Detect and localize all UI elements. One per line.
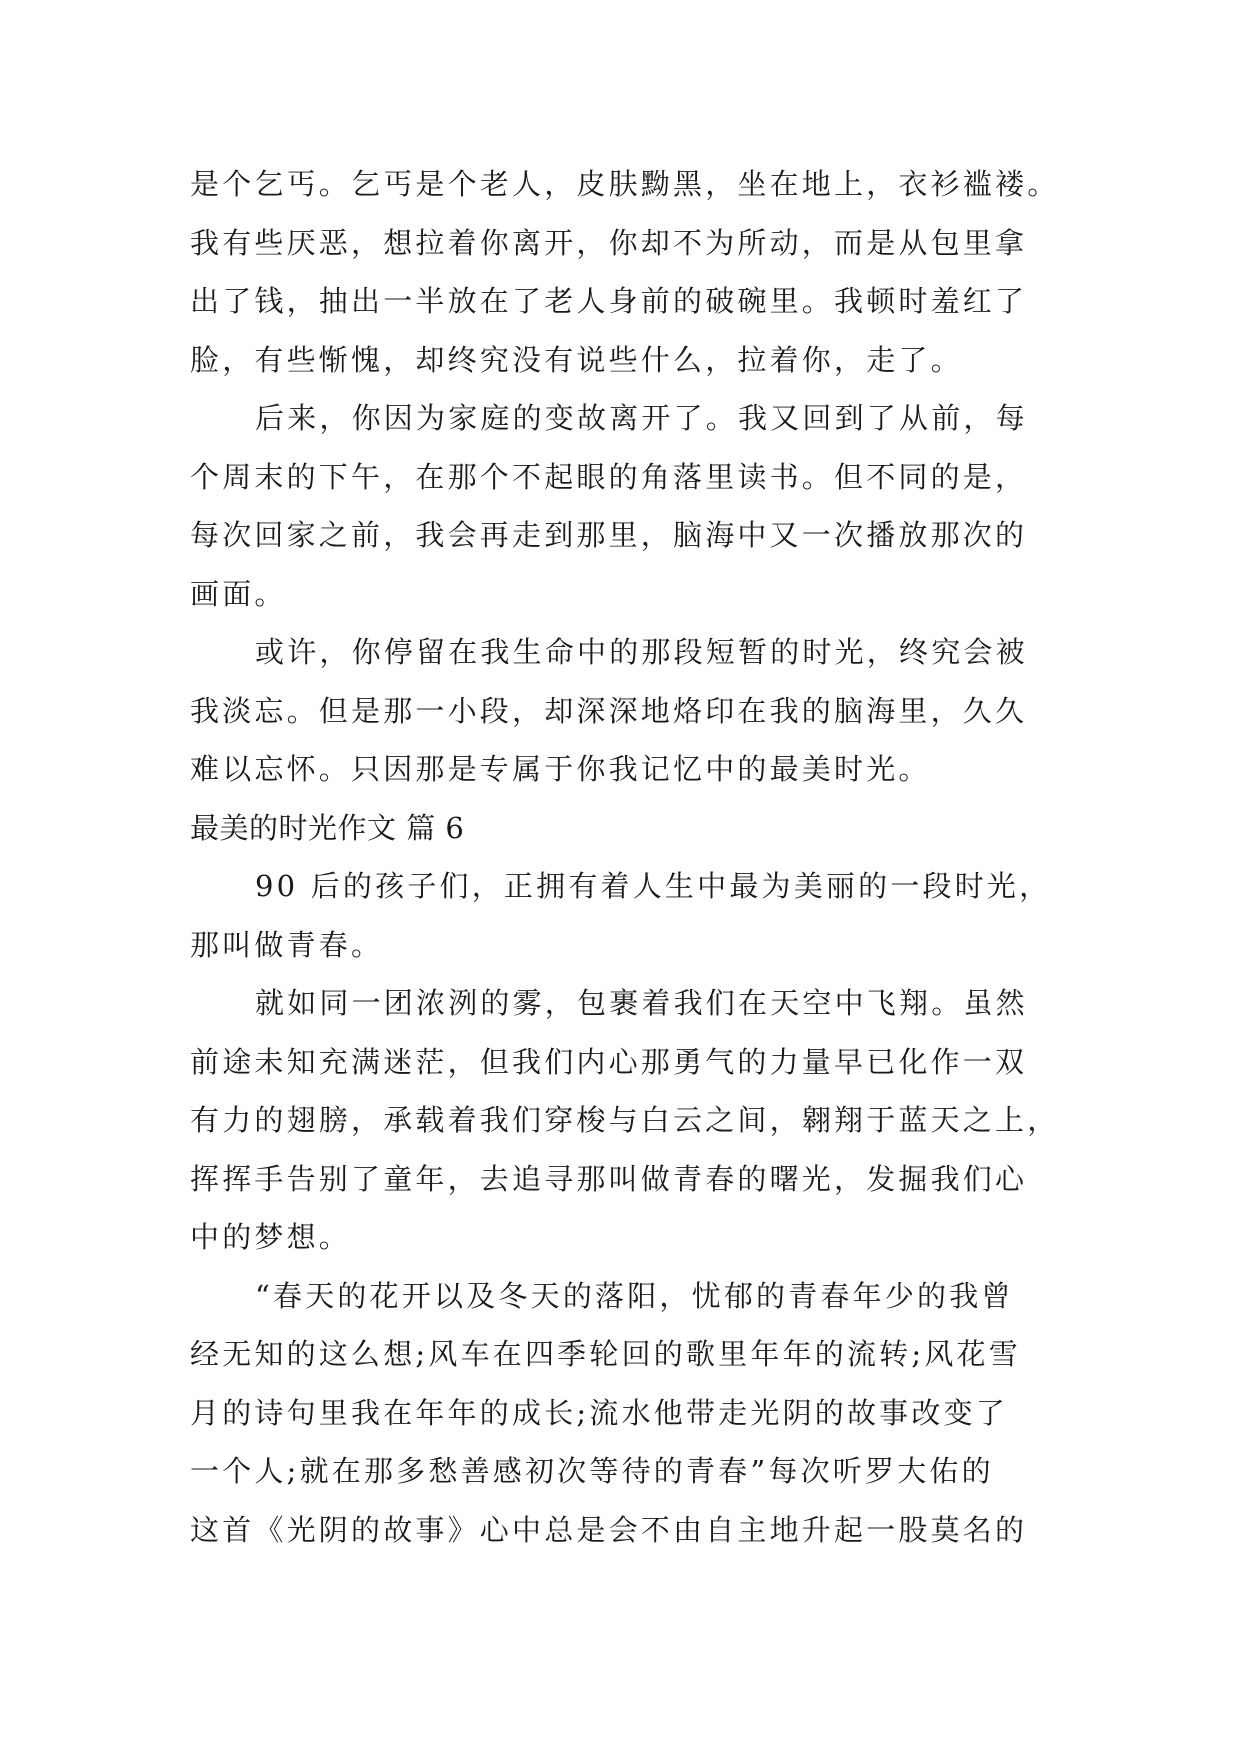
text-line: 我淡忘。但是那一小段，却深深地烙印在我的脑海里，久久 bbox=[190, 693, 1028, 728]
text-line: 后来，你因为家庭的变故离开了。我又回到了从前，每 bbox=[255, 401, 1028, 435]
text-line: 画面。 bbox=[190, 576, 287, 611]
paragraph bbox=[190, 857, 1050, 974]
text-line: 有力的翅膀，承载着我们穿梭与白云之间，翱翔于蓝天之上， bbox=[190, 1103, 1060, 1137]
text-line: 是个乞丐。乞丐是个老人，皮肤黝黑，坐在地上，衣衫褴褛。 bbox=[190, 167, 1060, 201]
text-line: 中的梦想。 bbox=[190, 1220, 352, 1254]
text-line: 月的诗句里我在年年的成长;流水他带走光阴的故事改变了 bbox=[190, 1395, 1008, 1430]
text-line: 90 后的孩子们，正拥有着人生中最为美丽的一段时光， bbox=[255, 869, 1052, 903]
text-line: 经无知的这么想;风车在四季轮回的歌里年年的流转;风花雪 bbox=[190, 1337, 1021, 1371]
paragraph bbox=[190, 1267, 1050, 1560]
section-heading: 最美的时光作文 篇 6 bbox=[190, 810, 465, 845]
text-line: 个周末的下午，在那个不起眼的角落里读书。但不同的是， bbox=[190, 459, 1028, 494]
text-line: 那叫做青春。 bbox=[190, 927, 384, 962]
text-line: 难以忘怀。只因那是专属于你我记忆中的最美时光。 bbox=[190, 752, 931, 786]
text-line: 一个人;就在那多愁善感初次等待的青春”每次听罗大佑的 bbox=[190, 1454, 994, 1488]
text-line: 每次回家之前，我会再走到那里，脑海中又一次播放那次的 bbox=[190, 518, 1028, 552]
text-line: 就如同一团浓洌的雾，包裹着我们在天空中飞翔。虽然 bbox=[255, 986, 1028, 1020]
paragraph bbox=[190, 155, 1060, 389]
paragraph bbox=[190, 389, 1050, 623]
text-line: 这首《光阴的故事》心中总是会不由自主地升起一股莫名的 bbox=[190, 1512, 1028, 1547]
text-line: “春天的花开以及冬天的落阳，忧郁的青春年少的我曾 bbox=[255, 1278, 1014, 1313]
text-line: 前途未知充满迷茫，但我们内心那勇气的力量早已化作一双 bbox=[190, 1044, 1028, 1079]
text-line: 我有些厌恶，想拉着你离开，你却不为所动，而是从包里拿 bbox=[190, 225, 1028, 260]
text-line: 出了钱，抽出一半放在了老人身前的破碗里。我顿时羞红了 bbox=[190, 284, 1028, 318]
document-page bbox=[190, 155, 1060, 1559]
paragraph bbox=[190, 974, 1060, 1267]
text-line: 脸，有些惭愧，却终究没有说些什么，拉着你，走了。 bbox=[190, 342, 963, 377]
paragraph bbox=[190, 623, 1050, 799]
text-line: 挥挥手告别了童年，去追寻那叫做青春的曙光，发掘我们心 bbox=[190, 1161, 1028, 1196]
text-line: 或许，你停留在我生命中的那段短暂的时光，终究会被 bbox=[255, 635, 1028, 669]
